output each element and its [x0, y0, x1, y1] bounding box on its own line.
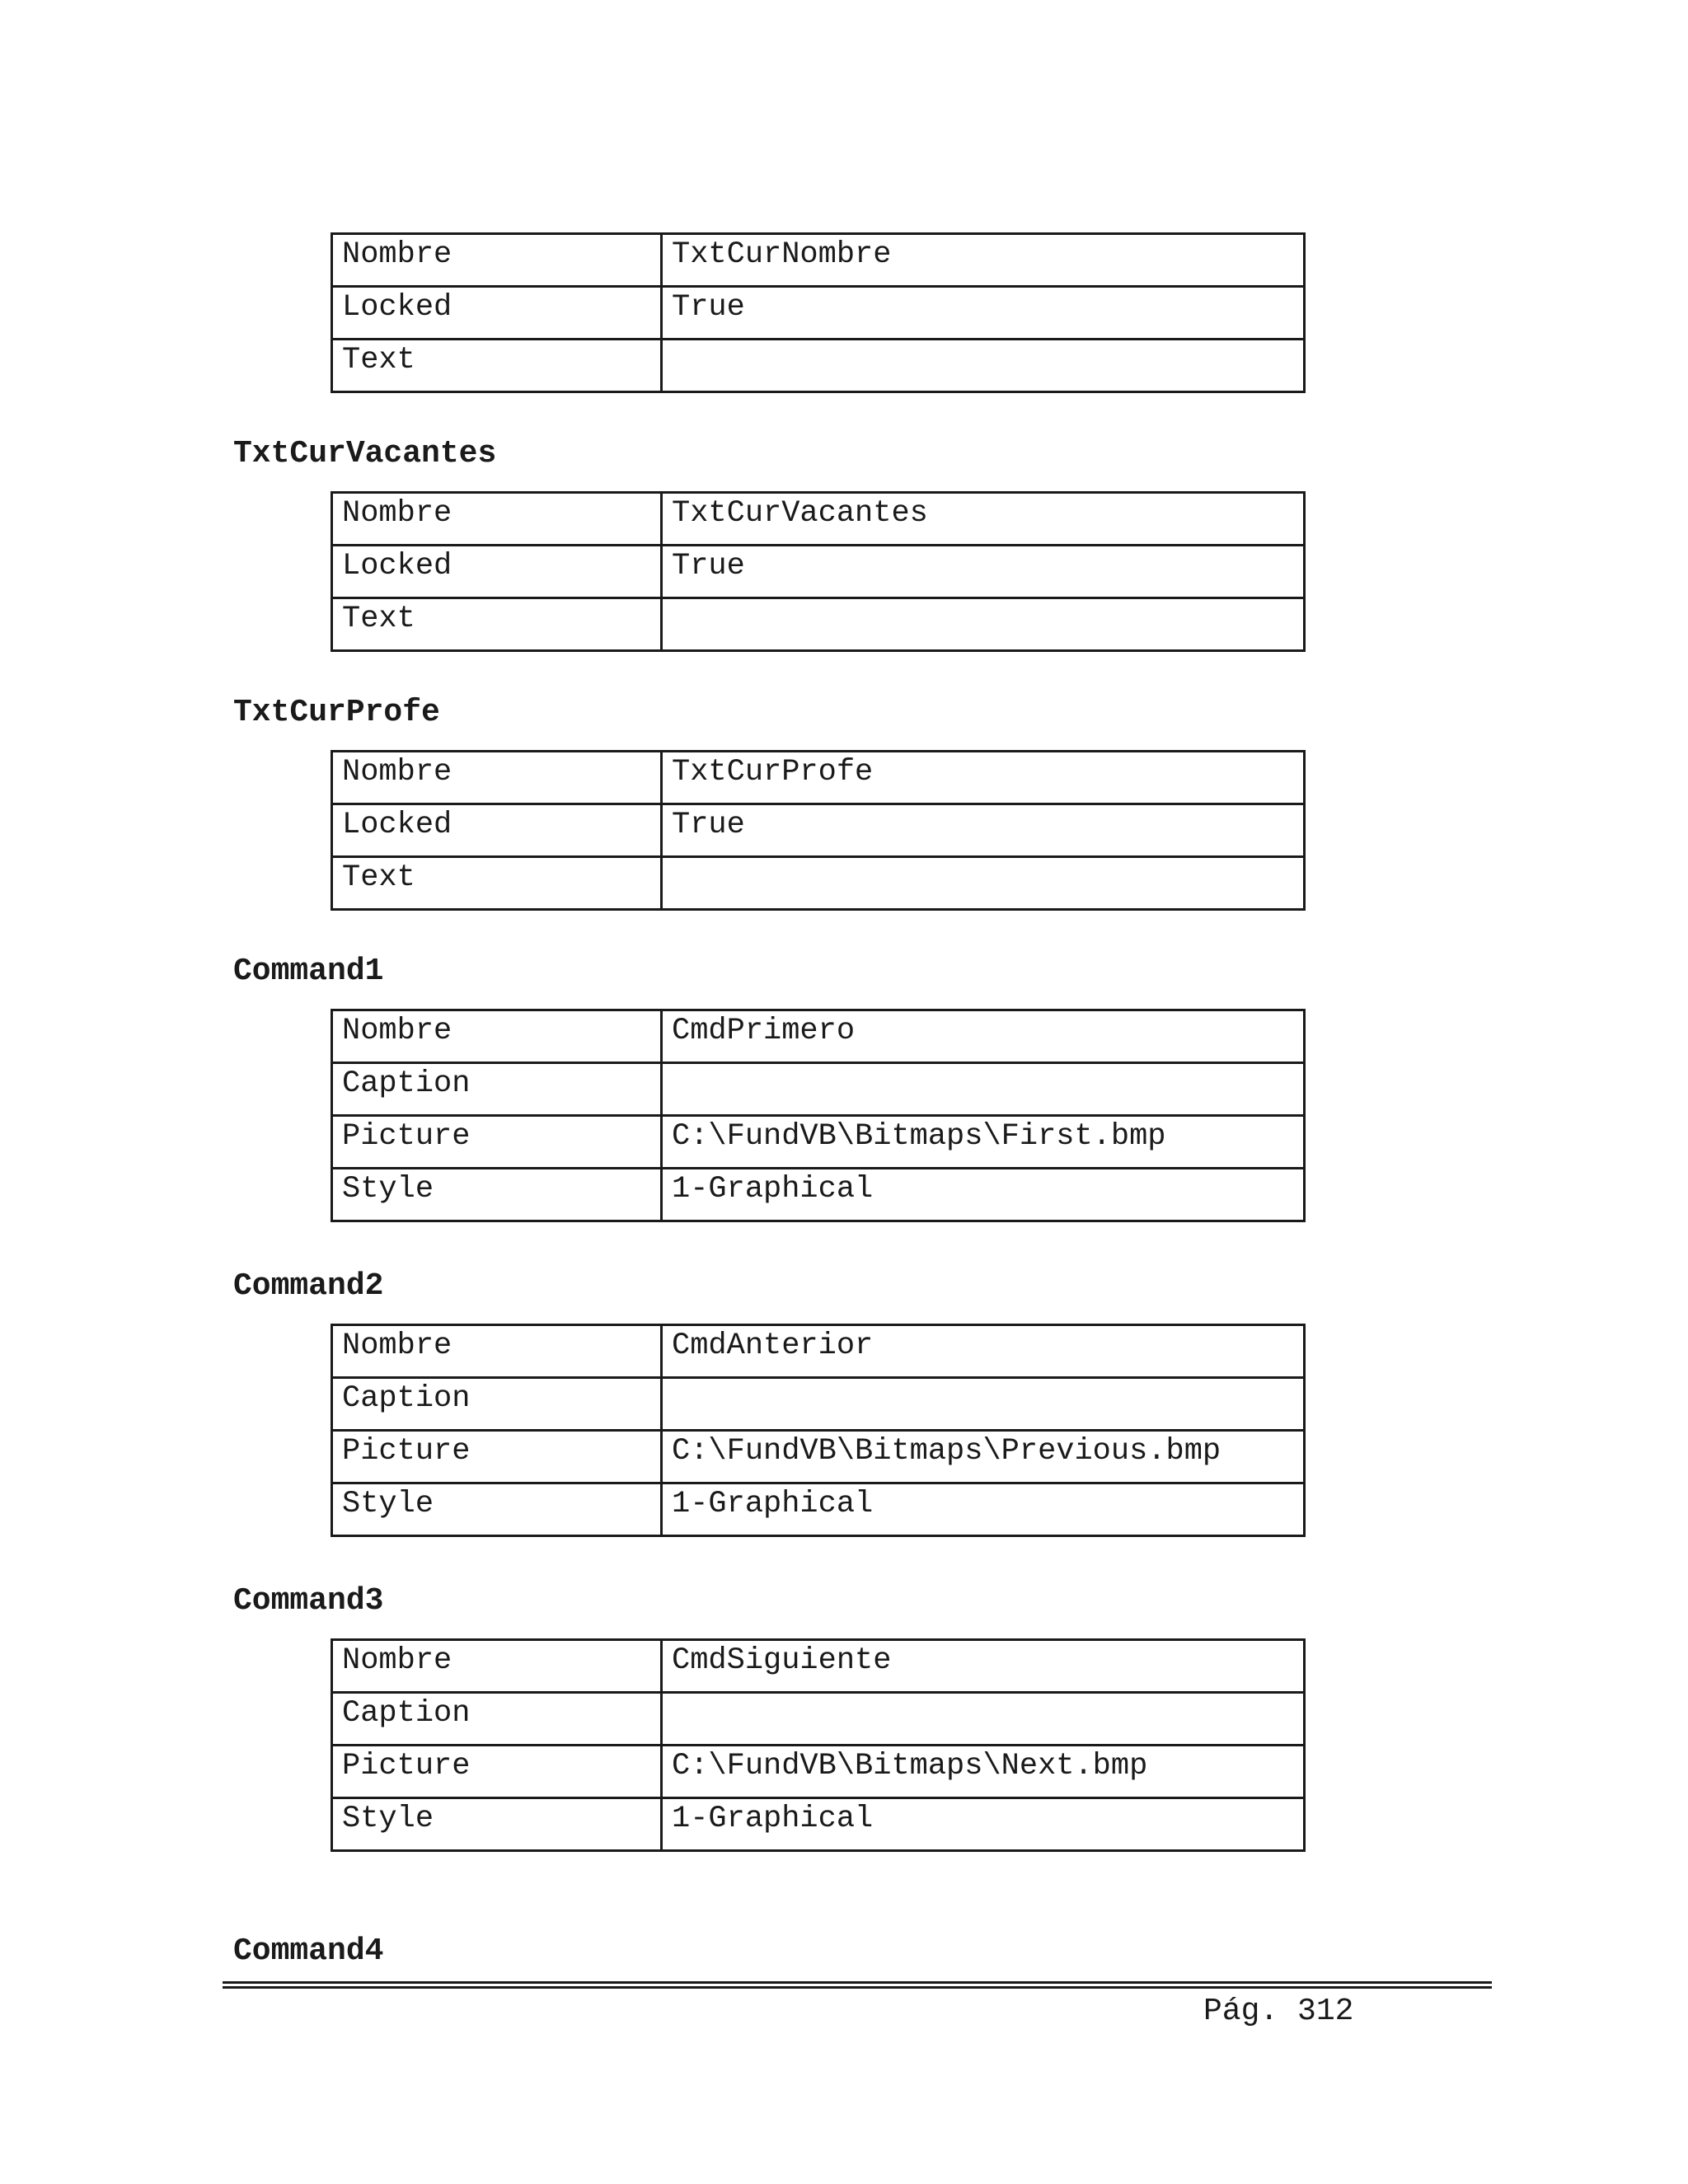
property-name: Picture — [332, 1431, 662, 1483]
property-value: C:\FundVB\Bitmaps\Next.bmp — [662, 1746, 1305, 1798]
property-value: True — [662, 287, 1305, 340]
property-name: Nombre — [332, 752, 662, 804]
property-value — [662, 340, 1305, 392]
table-row — [332, 1063, 1305, 1116]
property-value: TxtCurNombre — [662, 234, 1305, 287]
property-name: Style — [332, 1169, 662, 1221]
table-row — [332, 1693, 1305, 1746]
property-value: C:\FundVB\Bitmaps\Previous.bmp — [662, 1431, 1305, 1483]
table-row — [332, 857, 1305, 910]
section-heading-command3: Command3 — [233, 1583, 384, 1619]
property-value — [662, 1378, 1305, 1431]
property-name: Picture — [332, 1746, 662, 1798]
page-number: Pág. 312 — [1203, 1994, 1354, 2029]
table-row — [332, 340, 1305, 392]
table-row — [332, 598, 1305, 651]
table-row — [332, 1378, 1305, 1431]
property-value — [662, 598, 1305, 651]
property-value: True — [662, 804, 1305, 857]
section-heading-command2: Command2 — [233, 1268, 384, 1304]
properties-table-txtcurvacantes — [331, 491, 1306, 652]
property-value: TxtCurVacantes — [662, 493, 1305, 546]
property-value: CmdAnterior — [662, 1325, 1305, 1378]
property-name: Text — [332, 598, 662, 651]
property-name: Text — [332, 340, 662, 392]
property-name: Caption — [332, 1693, 662, 1746]
table-row — [332, 1746, 1305, 1798]
property-name: Style — [332, 1483, 662, 1536]
table-row — [332, 1116, 1305, 1169]
footer-divider — [223, 1981, 1492, 1989]
properties-table-txtcurprofe — [331, 750, 1306, 911]
table-row — [332, 1431, 1305, 1483]
table-row — [332, 1169, 1305, 1221]
property-value: C:\FundVB\Bitmaps\First.bmp — [662, 1116, 1305, 1169]
table-row — [332, 752, 1305, 804]
table-row — [332, 1325, 1305, 1378]
properties-table-command1 — [331, 1009, 1306, 1222]
property-name: Style — [332, 1798, 662, 1851]
table-row — [332, 493, 1305, 546]
property-value: 1-Graphical — [662, 1798, 1305, 1851]
property-value — [662, 1693, 1305, 1746]
property-value: TxtCurProfe — [662, 752, 1305, 804]
table-row — [332, 1483, 1305, 1536]
properties-table-command2 — [331, 1324, 1306, 1537]
property-name: Locked — [332, 287, 662, 340]
property-value: 1-Graphical — [662, 1483, 1305, 1536]
property-name: Nombre — [332, 493, 662, 546]
properties-table-command3 — [331, 1638, 1306, 1852]
section-heading-txtcurvacantes: TxtCurVacantes — [233, 436, 497, 471]
table-row — [332, 1010, 1305, 1063]
table-row — [332, 804, 1305, 857]
table-row — [332, 546, 1305, 598]
property-value: 1-Graphical — [662, 1169, 1305, 1221]
property-name: Nombre — [332, 1325, 662, 1378]
property-name: Nombre — [332, 234, 662, 287]
property-name: Picture — [332, 1116, 662, 1169]
property-name: Caption — [332, 1378, 662, 1431]
table-row — [332, 1798, 1305, 1851]
table-row — [332, 1640, 1305, 1693]
property-name: Nombre — [332, 1640, 662, 1693]
properties-table-txtcurnombre — [331, 232, 1306, 393]
property-name: Text — [332, 857, 662, 910]
property-value: True — [662, 546, 1305, 598]
property-value: CmdSiguiente — [662, 1640, 1305, 1693]
property-name: Locked — [332, 804, 662, 857]
table-row — [332, 287, 1305, 340]
property-value — [662, 1063, 1305, 1116]
section-heading-txtcurprofe: TxtCurProfe — [233, 695, 440, 730]
property-name: Caption — [332, 1063, 662, 1116]
property-value — [662, 857, 1305, 910]
table-row — [332, 234, 1305, 287]
property-value: CmdPrimero — [662, 1010, 1305, 1063]
section-heading-command4: Command4 — [233, 1933, 384, 1969]
property-name: Locked — [332, 546, 662, 598]
property-name: Nombre — [332, 1010, 662, 1063]
section-heading-command1: Command1 — [233, 954, 384, 989]
